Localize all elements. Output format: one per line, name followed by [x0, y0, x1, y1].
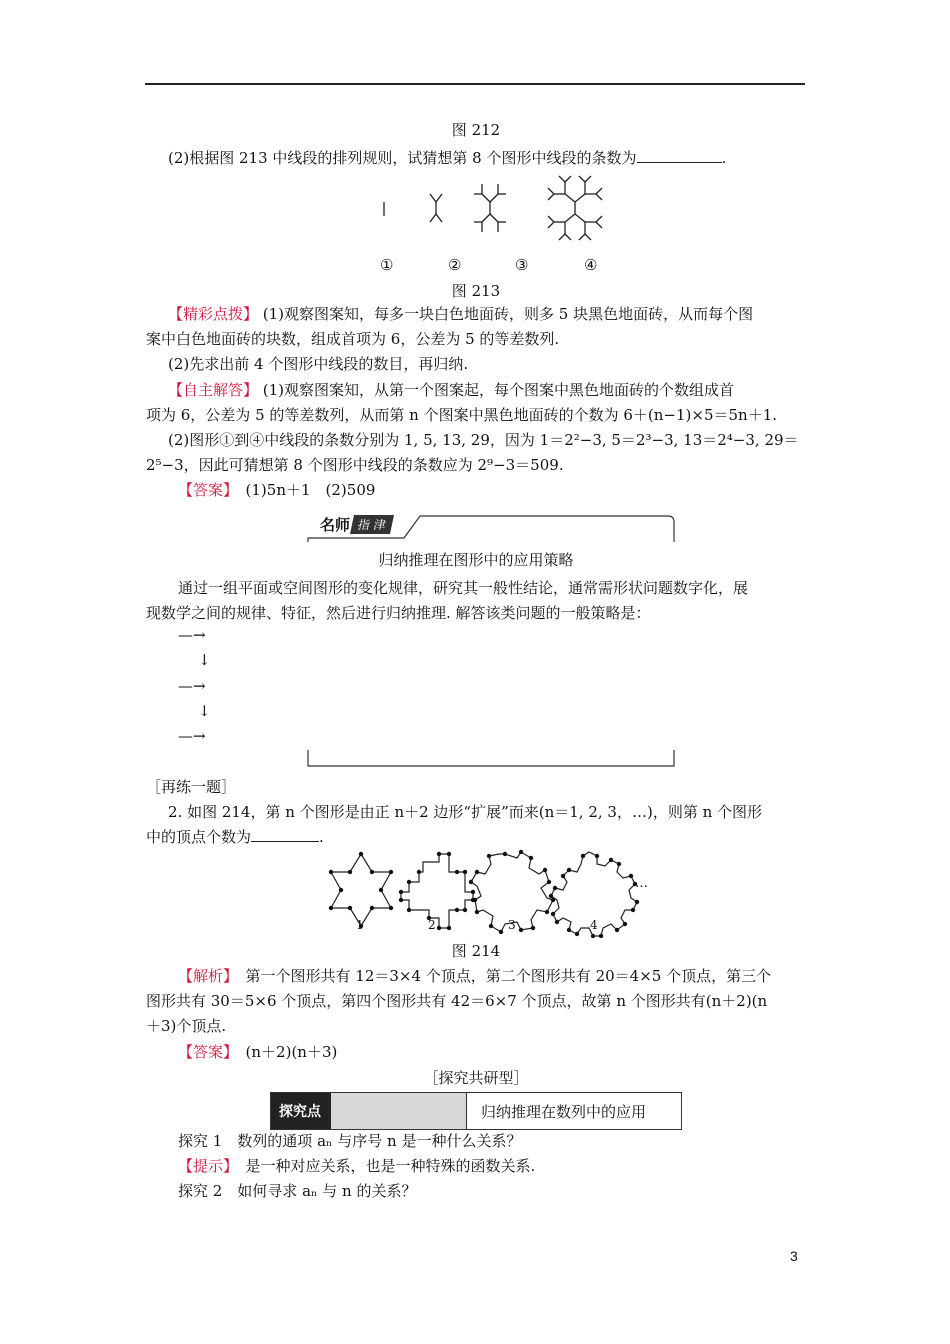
fig214-caption: 图 214	[451, 942, 501, 960]
fig212-caption: 图 212	[451, 121, 501, 139]
page-number: 3	[790, 1248, 798, 1264]
q2-line-1: 2. 如图 214，第 n 个图形是由正 n＋2 边形“扩展”而来(n＝1, 2, 3，…)，则第 n 个图形	[168, 803, 763, 821]
zizhu-line-3: (2)图形①到④中线段的条数分别为 1, 5, 13, 29，因为 1＝2²−3, 5＝2³−3, 13＝2⁴−3, 29＝	[168, 431, 799, 449]
tishi-line	[178, 1156, 535, 1176]
zizhu-line-2: 项为 6，公差为 5 的等差数列，从而第 n 个图案中黑色地面砖的个数为 6＋(n−1)×5＝5n＋1.	[146, 406, 778, 424]
tishi-tag: 【提示】	[178, 1157, 231, 1175]
fig214-ellipsis: …	[635, 876, 648, 891]
tanjiu-type-heading: ［探究共研型］	[423, 1069, 529, 1087]
fig214-label-4: 4	[590, 918, 598, 932]
fig213-caption: 图 213	[451, 282, 501, 300]
q2-line-2	[146, 827, 324, 847]
fig213-diagram	[370, 172, 620, 252]
question-2-end: .	[721, 149, 727, 167]
jiexi-line-3: ＋3)个顶点.	[146, 1017, 227, 1035]
jingcai-line-1	[168, 304, 753, 324]
mingshi-line-2: 现数学之间的规律、特征，然后进行归纳推理. 解答该类问题的一般策略是：	[146, 604, 651, 622]
fig214-label-1: 1	[356, 918, 364, 932]
fig213-shape-4	[548, 176, 602, 240]
flow-arrow-down-1: ↓	[198, 651, 211, 669]
jiexi-tag: 【解析】	[178, 967, 231, 985]
tanjiu-1: 探究 1 数列的通项 aₙ 与序号 n 是一种什么关系？	[178, 1132, 522, 1150]
fig214-label-2: 2	[428, 918, 436, 932]
fig214-shape-2	[401, 854, 473, 928]
q2-text-2: 中的顶点个数为	[146, 828, 252, 846]
fig213-label-3: ③	[515, 256, 529, 274]
answer-2-text: (n＋2)(n＋3)	[245, 1043, 338, 1061]
zizhu-tag: 【自主解答】	[168, 381, 259, 399]
fig213-shape-2	[430, 194, 442, 222]
zizhu-line-1	[168, 380, 734, 400]
fig214-label-3: 3	[508, 918, 516, 932]
mingshi-line-1: 通过一组平面或空间图形的变化规律，研究其一般性结论，通常需形状问题数字化，展	[178, 579, 749, 597]
answer-2-tag: 【答案】	[178, 1043, 231, 1061]
jingcai-text-1: (1)观察图案知，每多一块白色地面砖，则多 5 块黑色地面砖，从而每个图	[258, 305, 754, 323]
zizhu-text-1: (1)观察图案知，从第一个图案起，每个图案中黑色地面砖的个数组成首	[258, 381, 735, 399]
jiexi-line-2: 图形共有 30＝5×6 个顶点，第四个图形共有 42＝6×7 个顶点，故第 n 个图形共有(n＋2)(n	[146, 992, 768, 1010]
flow-arrow-right-2: —→	[178, 677, 206, 695]
answer-blank-1[interactable]	[637, 148, 722, 163]
mingshi-label-a: 名师	[320, 515, 351, 534]
mingshi-label-b: 指 津	[350, 515, 394, 534]
tanjiu-box-label: 探究点	[279, 1104, 321, 1120]
question-2-text: (2)根据图 213 中线段的排列规则，试猜想第 8 个图形中线段的条数为	[168, 149, 637, 167]
mingshi-title: 归纳推理在图形中的应用策略	[378, 551, 574, 569]
jingcai-line-3: (2)先求出前 4 个图形中线段的数目，再归纳.	[168, 355, 469, 373]
tanjiu-box	[270, 1092, 682, 1130]
tanjiu-box-title: 归纳推理在数列中的应用	[466, 1093, 681, 1129]
fig213-label-2: ②	[448, 256, 462, 274]
answer-1-text: (1)5n＋1 (2)509	[245, 481, 376, 499]
zizhu-line-4: 2⁵−3，因此可猜想第 8 个图形中线段的条数应为 2⁹−3＝509.	[146, 456, 564, 474]
jingcai-tag: 【精彩点拨】	[168, 305, 259, 323]
fig213-label-4: ④	[584, 256, 598, 274]
tishi-text: 是一种对应关系，也是一种特殊的函数关系.	[230, 1157, 536, 1175]
answer-blank-2[interactable]	[251, 827, 319, 842]
jingcai-line-2: 案中白色地面砖的块数，组成首项为 6，公差为 5 的等差数列.	[146, 330, 560, 348]
fig213-label-1: ①	[380, 256, 394, 274]
header-rule	[145, 83, 805, 85]
question-2-line	[168, 148, 726, 168]
jiexi-line-1	[178, 966, 771, 986]
flow-arrow-right-3: —→	[178, 727, 206, 745]
tanjiu-box-label-area	[271, 1093, 466, 1129]
flow-arrow-right-1: —→	[178, 626, 206, 644]
flow-arrow-down-2: ↓	[198, 702, 211, 720]
tanjiu-2: 探究 2 如何寻求 aₙ 与 n 的关系？	[178, 1182, 417, 1200]
zailian-heading: ［再练一题］	[146, 778, 237, 796]
jiexi-text-1: 第一个图形共有 12＝3×4 个顶点，第二个图形共有 20＝4×5 个顶点，第三个	[230, 967, 772, 985]
answer-2-line	[178, 1042, 337, 1062]
answer-1-line	[178, 480, 375, 500]
fig213-shape-3	[474, 184, 506, 232]
answer-1-tag: 【答案】	[178, 481, 231, 499]
q2-end: .	[319, 828, 324, 846]
